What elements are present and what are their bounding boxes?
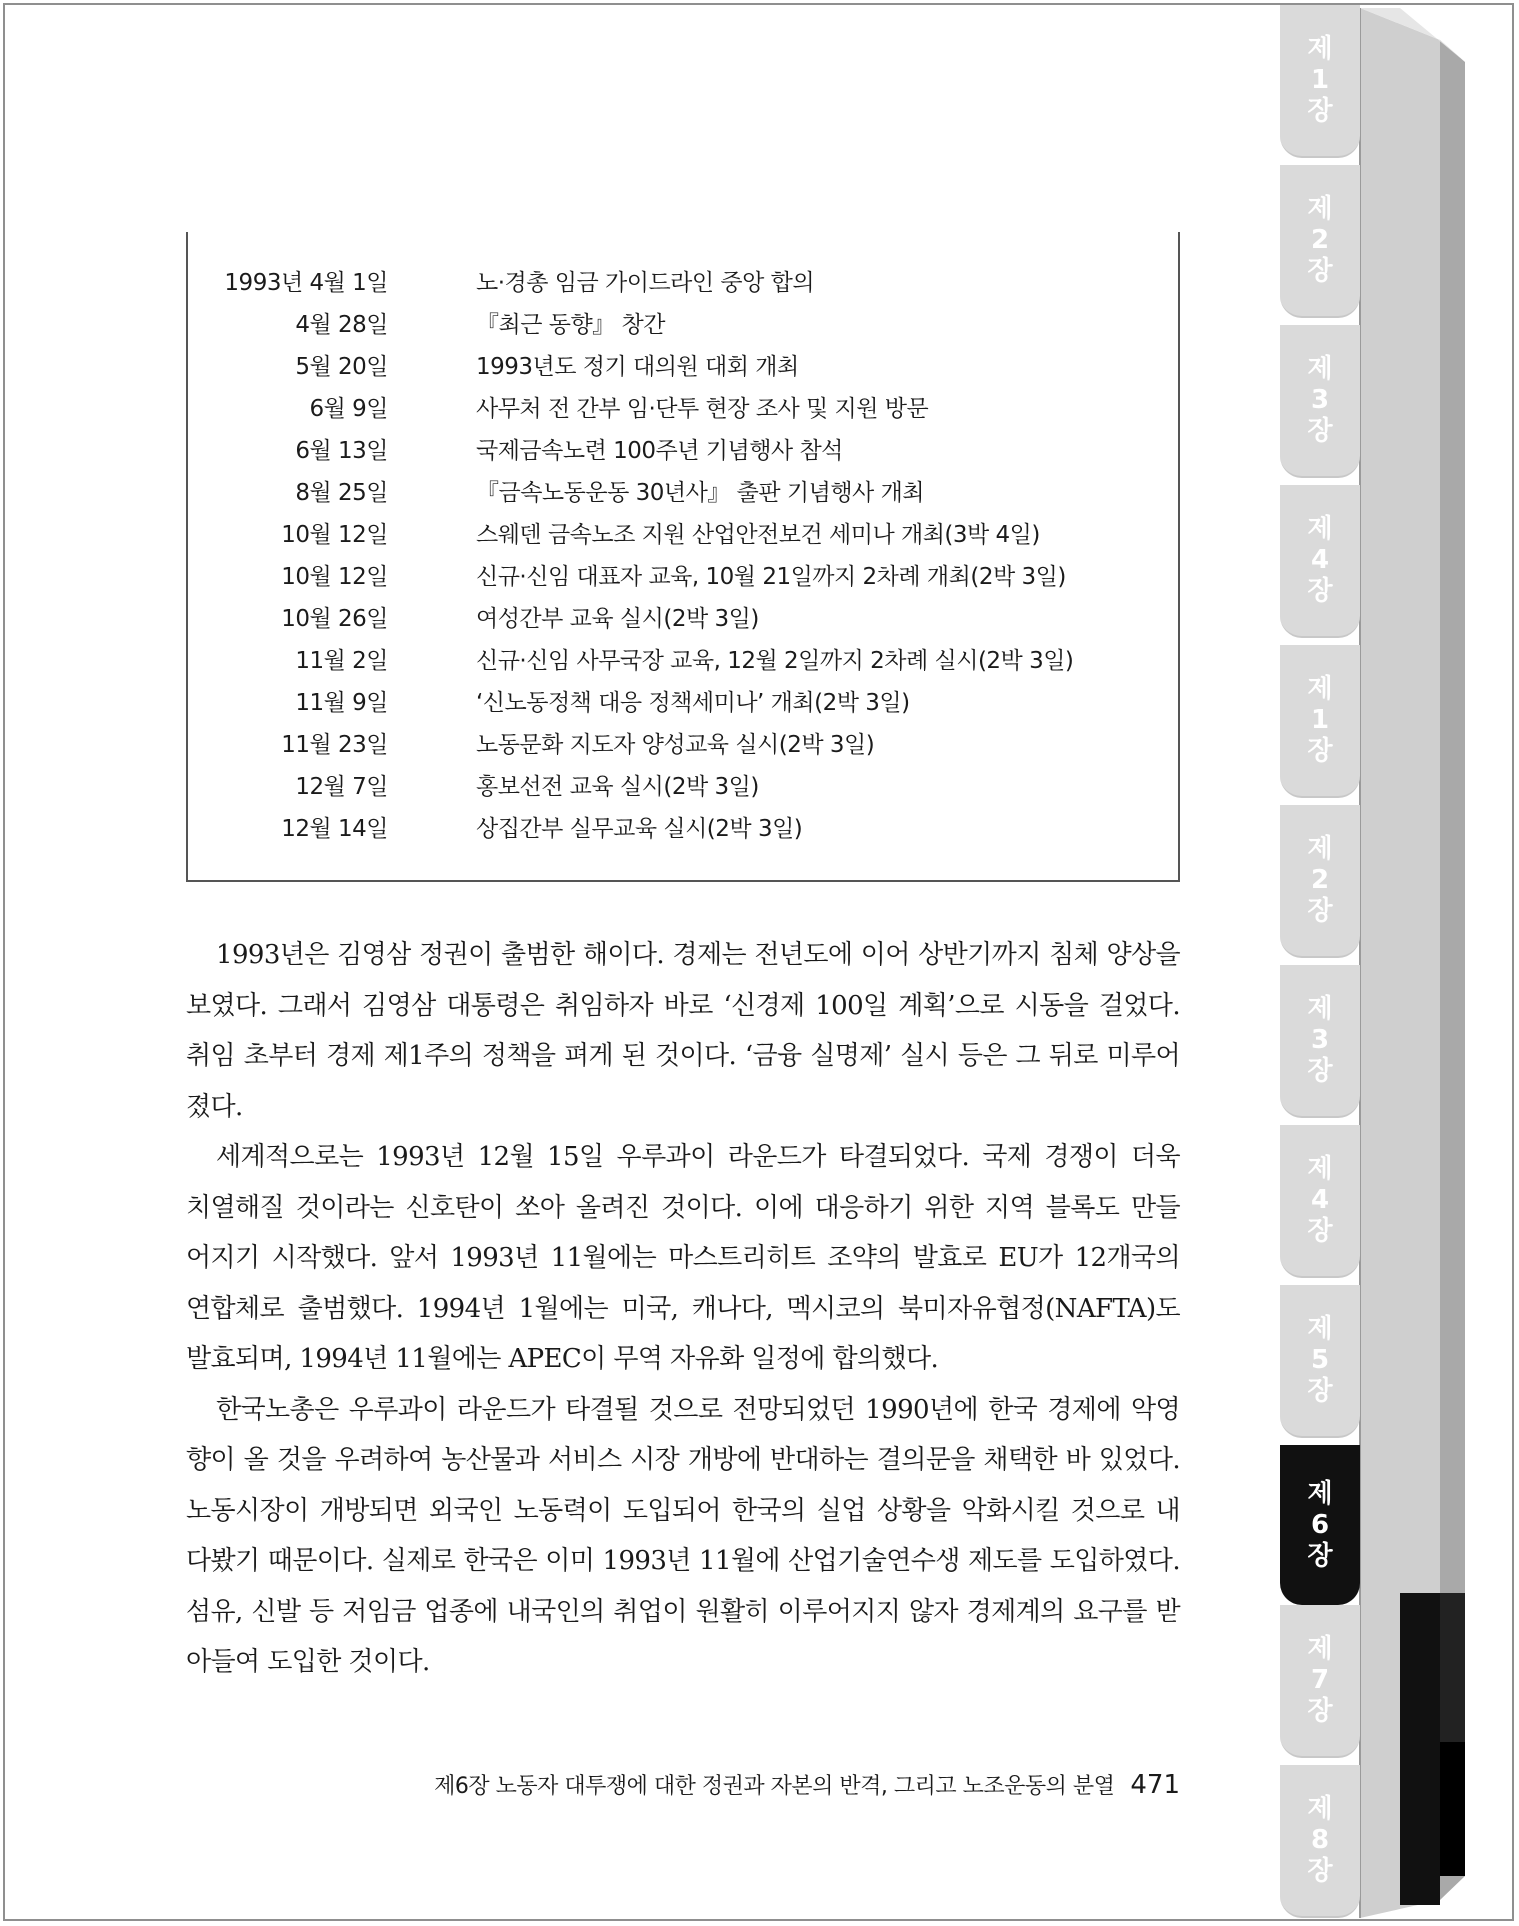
- chapter-tab-char: 제: [1307, 674, 1333, 704]
- chronology-event: ‘신노동정책 대응 정책세미나’ 개최(2박 3일): [476, 690, 910, 716]
- chapter-tab-char: 2: [1310, 225, 1330, 255]
- chapter-tab-char: 2: [1310, 865, 1330, 895]
- chronology-date: 12월 7일: [295, 774, 388, 800]
- chapter-tab-char: 제: [1307, 834, 1333, 864]
- chronology-row: [188, 766, 1178, 808]
- chronology-event: 상집간부 실무교육 실시(2박 3일): [476, 816, 803, 842]
- chapter-tab-char: 1: [1310, 65, 1330, 95]
- chapter-tab-char: 장: [1307, 96, 1333, 126]
- chapter-tab-char: 장: [1307, 736, 1333, 766]
- chapter-tab[interactable]: [1280, 1605, 1360, 1758]
- chronology-date: 11월 2일: [295, 648, 388, 674]
- chapter-tab-char: 제: [1307, 1154, 1333, 1184]
- chapter-tab-char: 장: [1307, 1696, 1333, 1726]
- chapter-tab-char: 장: [1307, 256, 1333, 286]
- chapter-tab[interactable]: [1280, 965, 1360, 1118]
- chapter-tab-char: 장: [1307, 1856, 1333, 1886]
- chronology-event: 노·경총 임금 가이드라인 중앙 합의: [476, 270, 815, 296]
- chapter-tab-char: 1: [1310, 705, 1330, 735]
- chronology-date: 8월 25일: [295, 480, 388, 506]
- body-line: 치열해질 것이라는 신호탄이 쏘아 올려진 것이다. 이에 대응하기 위한 지역 블록도 만들: [186, 1192, 1180, 1223]
- chapter-tab-char: 장: [1307, 896, 1333, 926]
- chapter-tab-char: 4: [1310, 545, 1330, 575]
- chronology-row: [188, 598, 1178, 640]
- chapter-tab[interactable]: [1280, 1445, 1360, 1605]
- body-line: 다봤기 때문이다. 실제로 한국은 이미 1993년 11월에 산업기술연수생 제도를 도입하였다.: [186, 1546, 1180, 1576]
- body-line: 섬유, 신발 등 저임금 업종에 내국인의 취업이 원활히 이루어지지 않자 경제계의 요구를 받: [186, 1596, 1180, 1627]
- chronology-row: [188, 640, 1178, 682]
- chronology-event: 『금속노동운동 30년사』 출판 기념행사 개최: [476, 480, 924, 506]
- chronology-event: 사무처 전 간부 임·단투 현장 조사 및 지원 방문: [476, 396, 929, 422]
- chronology-event: 신규·신임 대표자 교육, 10월 21일까지 2차례 개최(2박 3일): [476, 564, 1066, 590]
- chapter-tab-char: 제: [1307, 514, 1333, 544]
- chapter-tab[interactable]: [1280, 645, 1360, 798]
- chapter-tab-char: 장: [1307, 1056, 1333, 1086]
- chronology-date: 5월 20일: [295, 354, 388, 380]
- chapter-tab[interactable]: [1280, 325, 1360, 478]
- body-line: 한국노총은 우루과이 라운드가 타결될 것으로 전망되었던 1990년에 한국 경제에 악영: [216, 1394, 1180, 1425]
- chapter-tab[interactable]: [1280, 1125, 1360, 1278]
- chapter-tab-char: 제: [1307, 1634, 1333, 1664]
- chronology-date: 10월 12일: [281, 522, 388, 548]
- chronology-event: 노동문화 지도자 양성교육 실시(2박 3일): [476, 732, 875, 758]
- chapter-tab-char: 제: [1307, 1794, 1333, 1824]
- chapter-tab-char: 장: [1307, 1540, 1333, 1571]
- chapter-tab-char: 7: [1310, 1665, 1330, 1695]
- chronology-event: 신규·신임 사무국장 교육, 12월 2일까지 2차례 실시(2박 3일): [476, 648, 1074, 674]
- chronology-event: 스웨덴 금속노조 지원 산업안전보건 세미나 개최(3박 4일): [476, 522, 1040, 548]
- chronology-row: [188, 682, 1178, 724]
- body-line: 보였다. 그래서 김영삼 대통령은 취임하자 바로 ‘신경제 100일 계획’으로 시동을 걸었다.: [186, 990, 1180, 1021]
- chapter-tab-char: 8: [1310, 1825, 1330, 1855]
- chronology-box: [186, 232, 1180, 882]
- body-line: 발효되며, 1994년 11월에는 APEC이 무역 자유화 일정에 합의했다.: [186, 1344, 939, 1374]
- chronology-event: 1993년도 정기 대의원 대회 개최: [476, 354, 799, 380]
- body-line: 세계적으로는 1993년 12월 15일 우루과이 라운드가 타결되었다. 국제 경쟁이 더욱: [216, 1142, 1180, 1172]
- chronology-row: [188, 472, 1178, 514]
- chronology-date: 10월 26일: [281, 606, 388, 632]
- chapter-tab-char: 장: [1307, 1376, 1333, 1406]
- chapter-tab-char: 4: [1310, 1185, 1330, 1215]
- chronology-row: [188, 262, 1178, 304]
- chronology-date: 11월 23일: [281, 732, 388, 758]
- chapter-tab-char: 3: [1310, 1025, 1330, 1055]
- chapter-tab[interactable]: [1280, 1285, 1360, 1438]
- chronology-row: [188, 808, 1178, 850]
- chronology-event: 여성간부 교육 실시(2박 3일): [476, 606, 759, 632]
- chapter-tab-char: 6: [1310, 1509, 1330, 1540]
- chapter-tab-char: 제: [1307, 1314, 1333, 1344]
- running-title: 제6장 노동자 대투쟁에 대한 정권과 자본의 반격, 그리고 노조운동의 분열: [434, 1774, 1115, 1799]
- chapter-tab[interactable]: [1280, 5, 1360, 158]
- chronology-date: 6월 9일: [309, 396, 388, 422]
- chapter-tab-char: 제: [1307, 994, 1333, 1024]
- chronology-row: [188, 724, 1178, 766]
- body-line: 1993년은 김영삼 정권이 출범한 해이다. 경제는 전년도에 이어 상반기까지 침체 양상을: [216, 940, 1180, 970]
- body-line: 취임 초부터 경제 제1주의 정책을 펴게 된 것이다. ‘금융 실명제’ 실시 등은 그 뒤로 미루어: [186, 1041, 1180, 1071]
- chronology-date: 10월 12일: [281, 564, 388, 590]
- chronology-date: 4월 28일: [295, 312, 388, 338]
- body-line: 아들여 도입한 것이다.: [186, 1647, 430, 1677]
- chronology-row: [188, 304, 1178, 346]
- chapter-tab[interactable]: [1280, 165, 1360, 318]
- chronology-date: 6월 13일: [295, 438, 388, 464]
- chapter-tab-char: 제: [1307, 1478, 1333, 1509]
- chronology-row: [188, 556, 1178, 598]
- chapter-tab-char: 제: [1307, 194, 1333, 224]
- body-text: [186, 930, 1180, 1688]
- chronology-date: 1993년 4월 1일: [224, 270, 388, 296]
- chapter-tab-char: 장: [1307, 576, 1333, 606]
- chronology-row: [188, 346, 1178, 388]
- chapter-tab-char: 3: [1310, 385, 1330, 415]
- chapter-tabs: [1280, 0, 1362, 1926]
- chapter-tab-char: 제: [1307, 34, 1333, 64]
- page-footer: [434, 1765, 1180, 1805]
- chronology-row: [188, 388, 1178, 430]
- page-number: 471: [1130, 1770, 1180, 1800]
- chapter-tab-char: 장: [1307, 416, 1333, 446]
- body-line: 졌다.: [186, 1091, 243, 1122]
- chronology-event: 홍보선전 교육 실시(2박 3일): [476, 774, 759, 800]
- body-line: 노동시장이 개방되면 외국인 노동력이 도입되어 한국의 실업 상황을 악화시킬 것으로 내: [186, 1495, 1180, 1526]
- body-line: 향이 올 것을 우려하여 농산물과 서비스 시장 개방에 반대하는 결의문을 채택한 바 있었다.: [186, 1445, 1180, 1475]
- chronology-event: 『최근 동향』 창간: [476, 312, 665, 338]
- chronology-date: 11월 9일: [295, 690, 388, 716]
- chronology-date: 12월 14일: [281, 816, 388, 842]
- chapter-tab-char: 5: [1310, 1345, 1330, 1375]
- chapter-tab-char: 제: [1307, 354, 1333, 384]
- chapter-tab[interactable]: [1280, 1765, 1360, 1918]
- body-line: 연합체로 출범했다. 1994년 1월에는 미국, 캐나다, 멕시코의 북미자유협정(NAFTA)도: [186, 1293, 1180, 1324]
- body-line: 어지기 시작했다. 앞서 1993년 11월에는 마스트리히트 조약의 발효로 EU가 12개국의: [186, 1243, 1180, 1273]
- chronology-row: [188, 514, 1178, 556]
- chapter-tab[interactable]: [1280, 805, 1360, 958]
- chapter-tab[interactable]: [1280, 485, 1360, 638]
- chronology-row: [188, 430, 1178, 472]
- chapter-tab-char: 장: [1307, 1216, 1333, 1246]
- chronology-event: 국제금속노련 100주년 기념행사 참석: [476, 438, 843, 464]
